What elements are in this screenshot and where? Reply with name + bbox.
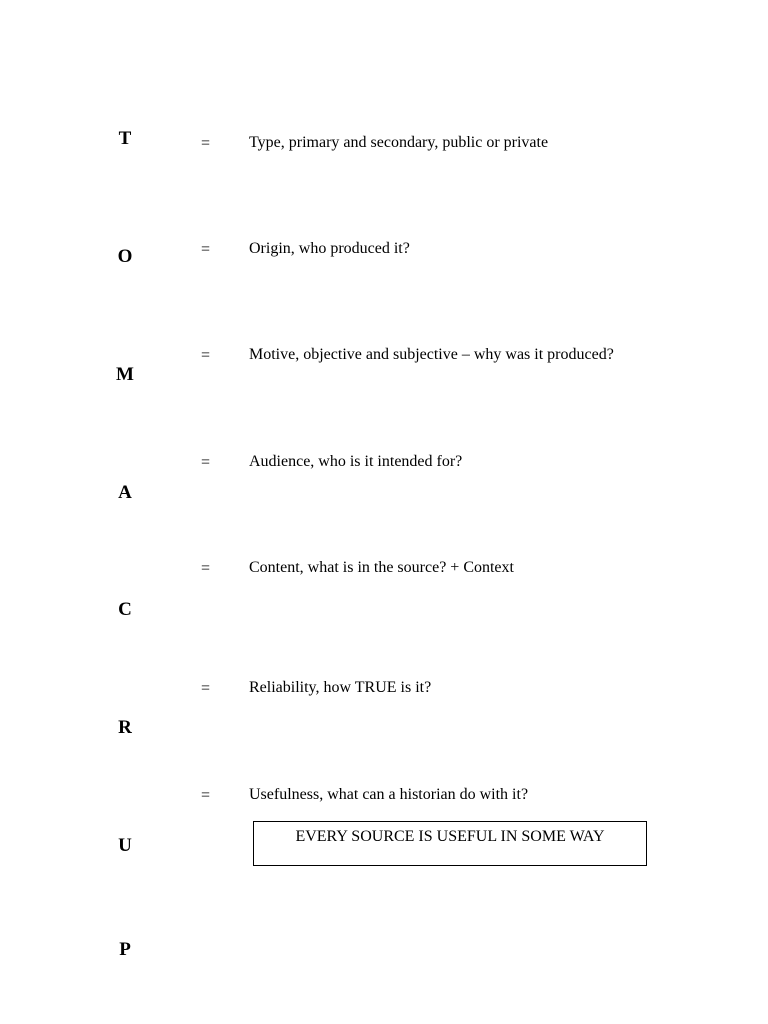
equals-sign: =: [201, 135, 211, 152]
definition-content: Content, what is in the source? + Context: [249, 559, 514, 576]
acronym-letter-c: C: [118, 599, 132, 620]
equals-sign: =: [201, 241, 211, 258]
equals-sign: =: [201, 454, 211, 471]
page-bottom-clip: [0, 939, 768, 1024]
equals-sign: =: [201, 680, 211, 697]
definition-usefulness: Usefulness, what can a historian do with it?: [249, 786, 529, 803]
acronym-letter-r: R: [118, 717, 132, 738]
callout-text: EVERY SOURCE IS USEFUL IN SOME WAY: [295, 828, 605, 845]
acronym-letter-a: A: [118, 482, 132, 503]
equals-sign: =: [201, 560, 211, 577]
definition-type: Type, primary and secondary, public or private: [249, 134, 549, 151]
acronym-letter-t: T: [118, 128, 132, 149]
callout-box: [253, 821, 647, 866]
acronym-letter-u: U: [118, 835, 132, 856]
definition-origin: Origin, who produced it?: [249, 240, 410, 257]
definition-reliability: Reliability, how TRUE is it?: [249, 679, 432, 696]
equals-sign: =: [201, 347, 211, 364]
acronym-letter-m: M: [116, 364, 134, 385]
acronym-letter-o: O: [117, 246, 133, 267]
definition-motive: Motive, objective and subjective – why was it produced?: [249, 346, 614, 363]
acronym-letter-p: P: [119, 939, 131, 960]
definition-audience: Audience, who is it intended for?: [249, 453, 463, 470]
equals-sign: =: [201, 787, 211, 804]
